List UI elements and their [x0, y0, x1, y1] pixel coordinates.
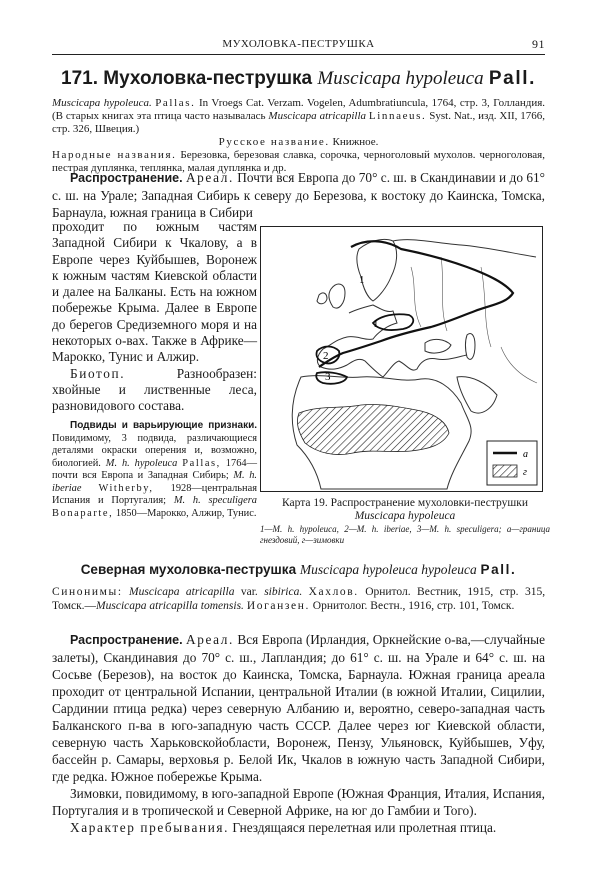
species-name-lat: Muscicapa hypoleuca: [317, 68, 484, 89]
subspecies-title-author: Pall.: [480, 562, 517, 577]
species-number: 171.: [61, 68, 98, 89]
subsp-3-text: 1850—Марокко, Алжир, Тунис.: [115, 507, 257, 519]
map-legend-box: [487, 441, 537, 485]
map-label-3: 3: [325, 371, 331, 383]
syn2-auth1: Хахлов.: [308, 586, 359, 598]
map-label-1a: 1: [359, 274, 365, 286]
subspecies-title: [52, 562, 545, 578]
russian-name-label: Русское название.: [218, 136, 330, 148]
russian-name: Книжное.: [332, 136, 379, 148]
syn2-ref1: Орнитол. Вестник, 1915, стр. 315, Томск.—: [52, 586, 546, 612]
map-caption: [260, 497, 550, 523]
distribution-heading: Распространение.: [70, 171, 183, 185]
distribution-top: [52, 169, 545, 221]
syn-linnaeus: Linnaeus.: [368, 110, 427, 122]
main-distribution: [52, 631, 545, 836]
syn2-lat2: Muscicapa atricapilla tomensis.: [96, 600, 244, 612]
distribution-col-text: проходит по южным частям Западной Сибири к Чкалову, а в Европе через Куйбышев, Воронеж к южным частям Киевской области и далее на Балканы. Есть на южном побережье Крыма. Далее в Европе до берегов Средиземного моря и на некоторых о-вах. Также в Африке—Марокко, Тунис и Алжир.: [52, 219, 257, 365]
folk-names: Березовка, березовая славка, сорочка, черноголовый мухолов. черноголовая, пестрая дуплянка, теплянка, малая дуплянка и др.: [52, 149, 545, 174]
subspecies-heading: Подвиды и варьирующие признаки.: [70, 420, 257, 431]
syn-ref2: Syst. Nat., изд. XII, 1766, стр. 326, Швеция.): [52, 110, 546, 135]
syn2-label: Синонимы:: [52, 586, 123, 598]
syn-author: Pallas.: [155, 97, 196, 109]
subspecies-title-lat: Muscicapa hypoleuca hypoleuca: [299, 562, 477, 577]
map-label-2: 2: [323, 350, 329, 362]
map-caption-line1: Карта 19. Распространение мухоловки-пеструшки: [281, 497, 529, 509]
legend-swatch-g: [493, 465, 517, 477]
subsp-2-name: M. h. iberiae: [52, 470, 257, 494]
subsp-3-name: M. h. speculigera: [173, 495, 257, 506]
subsp-2-author: Witherby,: [98, 482, 154, 494]
subsp-2-text: 1928—центральная Испания и Португалия;: [52, 482, 257, 506]
distribution-text: Почти вся Европа до 70° с. ш. в Скандинавии и до 61° с. ш. на Урале; Западная Сибирь к северу до Березова, к востоку до Каинска, Томска, Барнаула, южная граница в Сибири: [52, 170, 545, 220]
map-caption-line2: Muscicapa hypoleuca: [354, 510, 456, 522]
species-author: Pall.: [488, 68, 536, 89]
legend-label-g: г: [523, 467, 527, 478]
areal-label: Ареал.: [185, 170, 234, 185]
folk-names-label: Народные названия.: [52, 149, 177, 161]
syn-ref: In Vroegs Cat. Verzam. Vogelen, Adumbratiuncula, 1764, стр. 3, Голландия. (В старых книгах эта птица часто называлась: [52, 97, 546, 122]
syn2-auth2: Иоганзен.: [246, 600, 310, 612]
biotope-text: Разнообразен: хвойные и лиственные леса, разновидового состава.: [52, 365, 257, 414]
subspecies-synonyms: [52, 585, 545, 613]
running-header: [52, 36, 545, 55]
syn2-var: var.: [240, 586, 258, 598]
subspecies-text: Повидимому, 3 подвида, различающиеся деталями окраски оперения и, возможно, биологией.: [52, 432, 257, 469]
syn-old-name: Muscicapa atricapilla: [268, 110, 367, 122]
distribution-map: [260, 226, 543, 492]
legend-label-a: а: [523, 449, 528, 460]
subsp-1-name: M. h. hypoleuca: [105, 457, 178, 469]
map-svg: [261, 227, 541, 490]
distribution-column: [52, 219, 257, 415]
subsp-1-author: Pallas,: [182, 457, 221, 469]
map-label-1b: 1: [373, 318, 379, 330]
main-areal-label: Ареал.: [186, 632, 234, 647]
stay-label: Характер пребывания.: [70, 820, 230, 835]
stay-text: Гнездящаяся перелетная или пролетная птица.: [232, 820, 497, 835]
subsp-3-author: Bonaparte,: [52, 507, 114, 519]
running-title: МУХОЛОВКА-ПЕСТРУШКА: [222, 38, 375, 50]
biotope-label: Биотоп.: [70, 365, 126, 381]
species-name-ru: Мухоловка-пеструшка: [103, 68, 313, 89]
syn-lat: Muscicapa hypoleuca.: [52, 97, 152, 109]
syn2-lat1: Muscicapa atricapilla: [129, 586, 235, 598]
synonymy-block: [52, 97, 545, 175]
subsp-1-text: 1764—почти вся Европа и Западная Сибирь;: [52, 457, 257, 481]
main-text1: Вся Европа (Ирландия, Оркнейские о-ва,—случайные залеты), Скандинавия до 70° с. ш., Лапландия; до 61° с. ш. на Урале и 64° с. ш. на Сосьве (Березов), на восток до Каинска, Томска, Барнаула. Южная граница ареала проходит от центральной Испании, центральной Италии (в южной Италии, Сицилии, Сардинии птица редка) через северную Албанию и, вероятно, северо-западная часть Балканского п-ва в юго-западную часть СССР. Далее через юг Киевской области, северную часть Харьковскойобласти, Воронеж, Пензу, Ульяновск, Куйбышев, Уфу, бассейн р. Самары, верховья р. Белой Ик, Чкалов в южную часть Западной Сибири, где редка. Южное побережье Крыма.: [52, 632, 546, 784]
syn2-lat1b: sibirica.: [264, 586, 303, 598]
page-number: 91: [532, 37, 545, 51]
subspecies-block: [52, 420, 257, 520]
map-legend-text: 1—M. h. hypoleuca, 2—M. h. iberiae, 3—M. h. speculigera; а—граница гнездовий, г—зимовки: [260, 524, 550, 545]
subspecies-title-ru: Северная мухоловка-пеструшка: [80, 562, 297, 577]
syn2-ref2: Орнитолог. Вестн., 1916, стр. 101, Томск.: [312, 600, 515, 612]
species-title: [52, 68, 545, 90]
main-heading: Распространение.: [70, 633, 183, 647]
main-text2: Зимовки, повидимому, в юго-западной Европе (Южная Франция, Италия, Испания, Португалия и в тропической и Северной Африке, на юг до Гамбии и Того).: [52, 786, 545, 818]
